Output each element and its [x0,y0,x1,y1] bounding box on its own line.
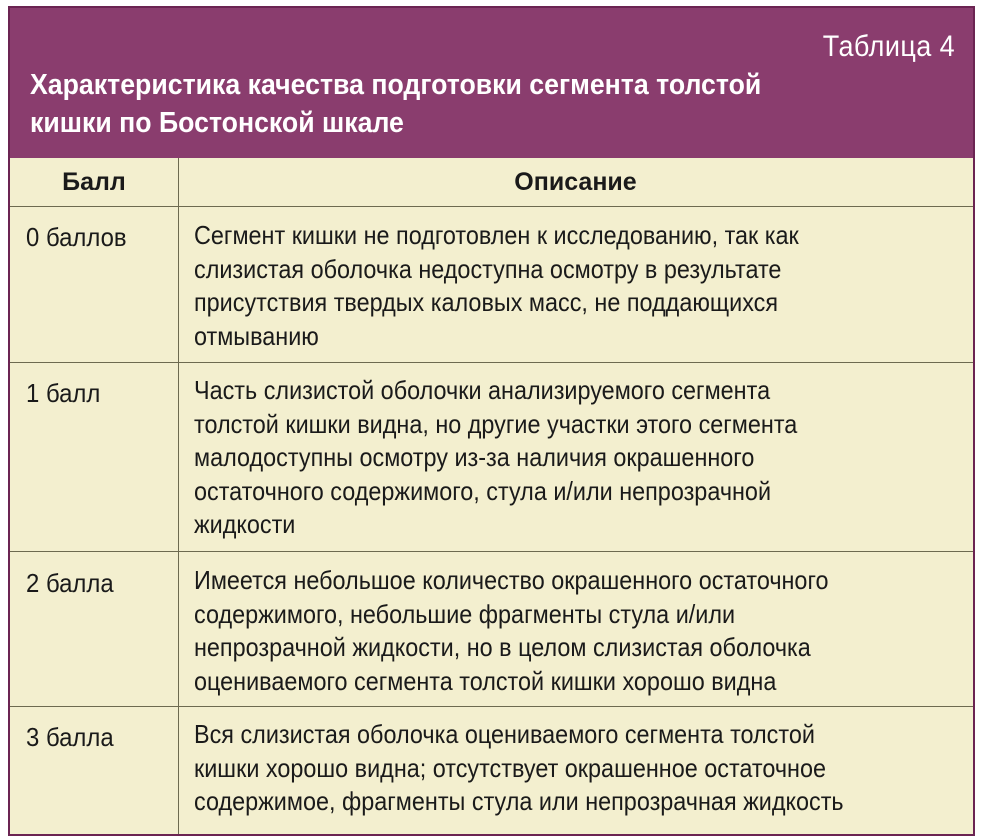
row-1-description [194,374,959,542]
row-divider [10,706,973,707]
desc-line: присутствия твердых каловых масс, не поддающихся [194,287,779,317]
desc-line: Сегмент кишки не подготовлен к исследованию, так как [194,220,799,250]
desc-line: содержимое, фрагменты стула или непрозрачная жидкость [194,786,844,816]
row-3-score: 3 балла [26,722,114,752]
table-header [10,8,973,158]
table-title-line-2: кишки по Бостонской шкале [30,107,404,139]
column-header-description: Описание [514,167,637,196]
row-divider [10,362,973,363]
desc-line: непрозрачной жидкости, но в целом слизистая оболочка [194,632,811,662]
row-1-score: 1 балл [26,378,101,408]
desc-line: содержимого, небольшие фрагменты стула и/или [194,598,736,629]
desc-line: отмыванию [194,320,319,351]
desc-line: кишки хорошо видна; отсутствует окрашенное остаточное [194,752,826,783]
desc-line: толстой кишки видна, но другие участки этого сегмента [194,408,798,439]
desc-line: жидкости [194,509,296,539]
scale-table [8,6,975,836]
row-0-score: 0 баллов [26,222,127,252]
row-2-description [194,564,959,698]
desc-line: оцениваемого сегмента толстой кишки хорошо видна [194,665,777,696]
desc-line: слизистая оболочка недоступна осмотру в результате [194,253,782,284]
row-3-description [194,718,959,819]
table-number-label: Таблица 4 [822,30,955,63]
desc-line: Часть слизистой оболочки анализируемого сегмента [194,375,771,405]
column-header-score: Балл [62,167,126,196]
desc-line: малодоступны осмотру из-за наличия окрашенного [194,442,755,472]
table-title-line-1: Характеристика качества подготовки сегмента толстой [30,69,762,101]
row-divider [10,206,973,207]
desc-line: Вся слизистая оболочка оцениваемого сегмента толстой [194,719,815,749]
desc-line: Имеется небольшое количество окрашенного остаточного [194,565,829,595]
column-divider [178,158,179,834]
table-title [30,66,876,142]
row-0-description [194,219,959,353]
row-divider [10,551,973,552]
desc-line: остаточного содержимого, стула и/или непрозрачной [194,475,772,506]
row-2-score: 2 балла [26,568,114,598]
